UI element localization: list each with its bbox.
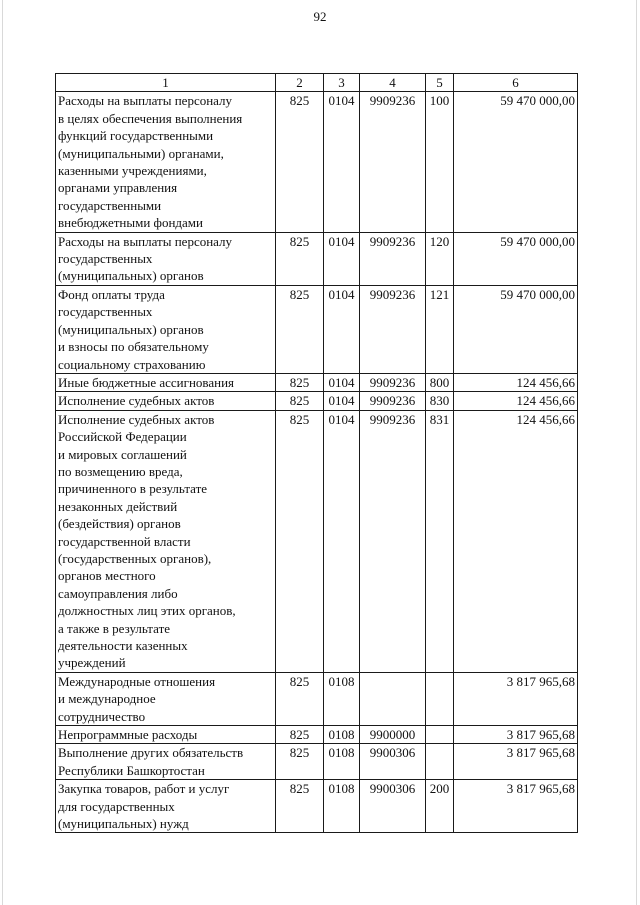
scan-edge-left [2,0,3,905]
column-header: 2 [276,74,324,92]
table-row [56,232,578,285]
column-header: 3 [324,74,360,92]
amount-cell: 3 817 965,68 [454,780,578,833]
row-name-cell: Непрограммные расходы [56,726,276,744]
grbs-cell: 825 [276,392,324,410]
row-name-cell: Закупка товаров, работ и услуг для государственных (муниципальных) нужд [56,780,276,833]
target-code-cell: 9900306 [360,780,426,833]
section-cell: 0104 [324,285,360,373]
grbs-cell: 825 [276,744,324,780]
section-cell: 0104 [324,392,360,410]
expense-type-cell [426,672,454,725]
expense-type-cell: 830 [426,392,454,410]
amount-cell: 3 817 965,68 [454,744,578,780]
scan-edge-right [636,0,637,905]
row-name-cell: Исполнение судебных актов Российской Федерации и мировых соглашений по возмещению вреда, причиненного в результате незаконных действий (бездействия) органов государственной власти (государственных органов), органов местного самоуправления либо должностных лиц этих органов, а также в результате деятельности казенных учреждений [56,410,276,672]
grbs-cell: 825 [276,373,324,391]
expense-type-cell: 121 [426,285,454,373]
grbs-cell: 825 [276,410,324,672]
target-code-cell: 9909236 [360,410,426,672]
section-cell: 0104 [324,232,360,285]
section-cell: 0108 [324,672,360,725]
grbs-cell: 825 [276,726,324,744]
table-row [56,392,578,410]
table-row [56,410,578,672]
target-code-cell: 9909236 [360,232,426,285]
expense-type-cell: 100 [426,92,454,232]
target-code-cell: 9909236 [360,373,426,391]
expense-type-cell: 200 [426,780,454,833]
amount-cell: 124 456,66 [454,392,578,410]
row-name-cell: Фонд оплаты труда государственных (муниципальных) органов и взносы по обязательному социальному страхованию [56,285,276,373]
table-row [56,672,578,725]
grbs-cell: 825 [276,232,324,285]
expense-type-cell [426,726,454,744]
expense-type-cell: 831 [426,410,454,672]
row-name-cell: Расходы на выплаты персоналу в целях обеспечения выполнения функций государственными (муниципальными) органами, казенными учреждениями, органами управления государственными внебюджетными фондами [56,92,276,232]
amount-cell: 124 456,66 [454,410,578,672]
row-name-cell: Выполнение других обязательств Республики Башкортостан [56,744,276,780]
column-header: 6 [454,74,578,92]
table-row [56,780,578,833]
column-header: 1 [56,74,276,92]
column-header: 4 [360,74,426,92]
target-code-cell: 9900306 [360,744,426,780]
target-code-cell: 9900000 [360,726,426,744]
table-row [56,726,578,744]
row-name-cell: Иные бюджетные ассигнования [56,373,276,391]
page-number: 92 [313,9,327,24]
amount-cell: 59 470 000,00 [454,92,578,232]
section-cell: 0108 [324,744,360,780]
section-cell: 0104 [324,410,360,672]
row-name-cell: Расходы на выплаты персоналу государственных (муниципальных) органов [56,232,276,285]
target-code-cell: 9909236 [360,392,426,410]
amount-cell: 3 817 965,68 [454,726,578,744]
grbs-cell: 825 [276,285,324,373]
expense-type-cell: 120 [426,232,454,285]
section-cell: 0104 [324,373,360,391]
amount-cell: 59 470 000,00 [454,285,578,373]
expense-type-cell [426,744,454,780]
grbs-cell: 825 [276,780,324,833]
target-code-cell [360,672,426,725]
grbs-cell: 825 [276,672,324,725]
amount-cell: 3 817 965,68 [454,672,578,725]
table-row [56,285,578,373]
row-name-cell: Исполнение судебных актов [56,392,276,410]
amount-cell: 124 456,66 [454,373,578,391]
column-header: 5 [426,74,454,92]
section-cell: 0108 [324,780,360,833]
budget-table [55,73,578,833]
row-name-cell: Международные отношения и международное сотрудничество [56,672,276,725]
table-row [56,744,578,780]
target-code-cell: 9909236 [360,92,426,232]
target-code-cell: 9909236 [360,285,426,373]
grbs-cell: 825 [276,92,324,232]
section-cell: 0104 [324,92,360,232]
section-cell: 0108 [324,726,360,744]
amount-cell: 59 470 000,00 [454,232,578,285]
table-row [56,92,578,232]
table-row [56,373,578,391]
expense-type-cell: 800 [426,373,454,391]
table-header-row [56,74,578,92]
